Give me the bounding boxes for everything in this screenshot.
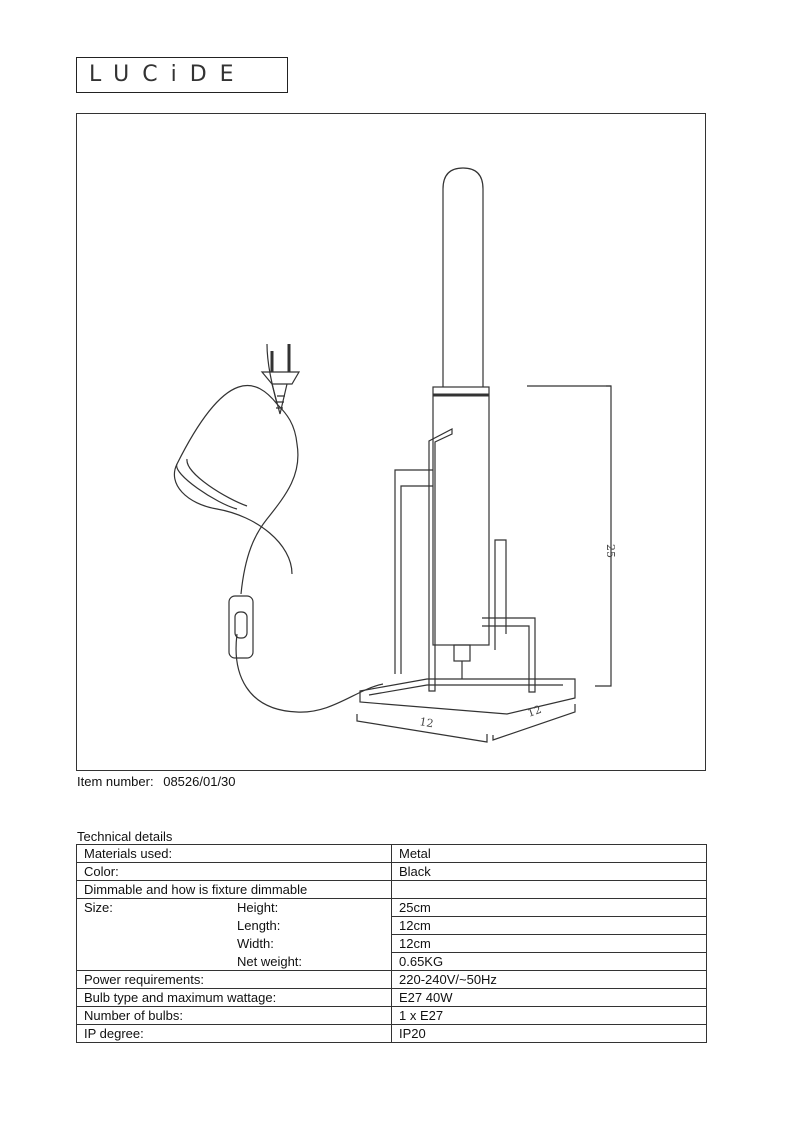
table-row [77, 845, 707, 863]
row-label: Bulb type and maximum wattage: [77, 989, 392, 1007]
row-label: Power requirements: [77, 971, 392, 989]
size-sub-label: Length: [237, 918, 281, 933]
row-value: 0.65KG [392, 953, 707, 971]
row-value: E27 40W [392, 989, 707, 1007]
frame-right [482, 540, 535, 692]
dim-height-label: 25 [604, 544, 617, 558]
cord [174, 344, 383, 712]
row-value: 12cm [392, 935, 707, 953]
row-label: IP degree: [77, 1025, 392, 1043]
technical-details-title: Technical details [77, 829, 173, 844]
item-number-value: 08526/01/30 [163, 774, 236, 789]
row-label: Number of bulbs: [77, 1007, 392, 1025]
row-value: 12cm [392, 917, 707, 935]
table-row [77, 1025, 707, 1043]
table-row [77, 917, 707, 935]
table-row [77, 1007, 707, 1025]
lamp-base [360, 679, 575, 714]
row-label [77, 899, 392, 917]
size-sub-label: Height: [237, 900, 279, 915]
item-number [77, 774, 236, 789]
row-value: 220-240V/~50Hz [392, 971, 707, 989]
row-value [392, 881, 707, 899]
row-label [77, 935, 392, 953]
size-label: Size: [84, 900, 113, 915]
lamp-line-drawing [77, 114, 707, 772]
table-row [77, 989, 707, 1007]
size-sub-label: Net weight: [237, 954, 303, 969]
product-drawing [76, 113, 706, 771]
brand-logo: LUCiDE [76, 57, 288, 93]
table-row [77, 863, 707, 881]
dim-height-line [527, 386, 611, 686]
dim-length-label: 12 [418, 715, 435, 731]
table-row [77, 971, 707, 989]
lamp-holder [433, 387, 489, 645]
table-row [77, 899, 707, 917]
table-row [77, 953, 707, 971]
row-label [77, 953, 392, 971]
row-label: Dimmable and how is fixture dimmable [77, 881, 392, 899]
row-value: Black [392, 863, 707, 881]
row-label [77, 917, 392, 935]
table-row [77, 881, 707, 899]
size-sub-label: Width: [237, 936, 274, 951]
bulb [443, 168, 483, 387]
row-value: 1 x E27 [392, 1007, 707, 1025]
table-row [77, 935, 707, 953]
row-value: IP20 [392, 1025, 707, 1043]
row-label: Materials used: [77, 845, 392, 863]
item-number-label: Item number: [77, 774, 154, 789]
row-value: Metal [392, 845, 707, 863]
dim-width-label: 12 [525, 702, 544, 720]
plug [262, 372, 299, 384]
inline-switch [229, 596, 253, 658]
row-label: Color: [77, 863, 392, 881]
frame-left [395, 470, 433, 674]
technical-details-table [76, 844, 707, 1043]
row-value: 25cm [392, 899, 707, 917]
